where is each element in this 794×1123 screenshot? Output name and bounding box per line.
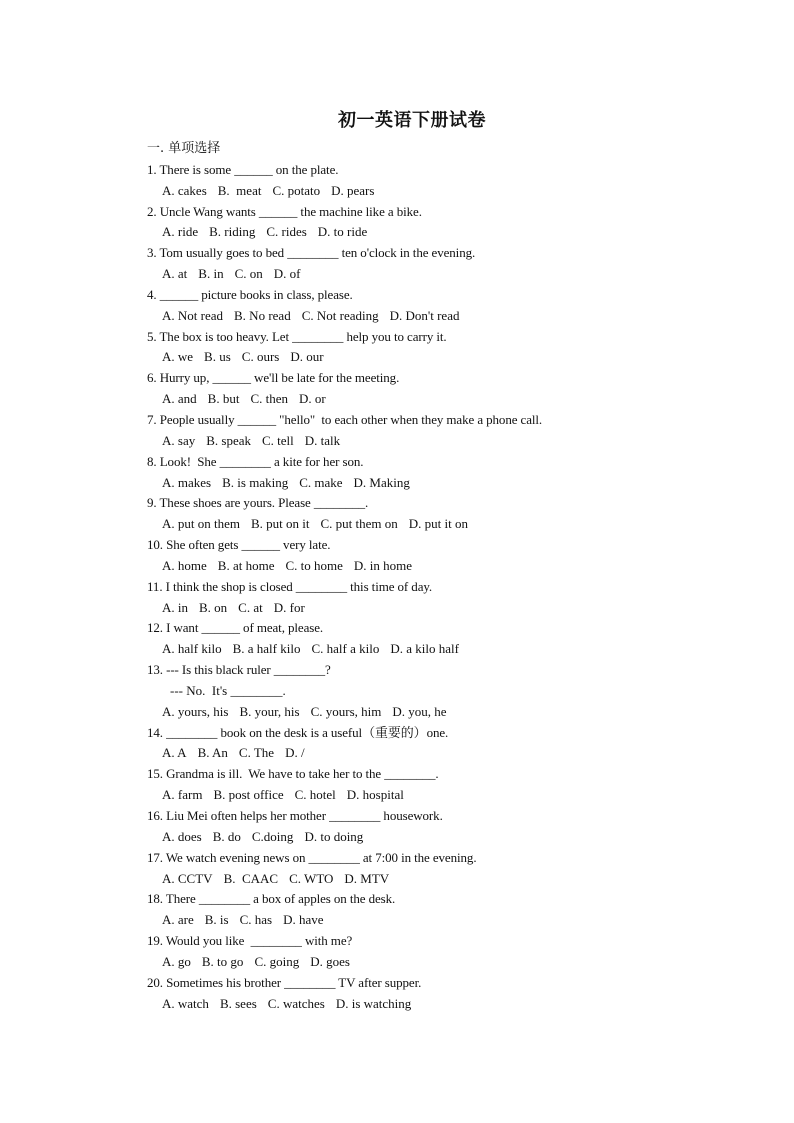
answer-option: A. yours, his: [162, 703, 229, 719]
answer-option: B. on: [199, 599, 228, 615]
answer-option: C. Not reading: [301, 307, 379, 323]
answer-option: A. at: [162, 266, 188, 282]
answer-option: C. make: [299, 474, 343, 490]
answer-option: C. watches: [267, 995, 325, 1011]
answer-options: [147, 473, 747, 494]
page-title: 初一英语下册试卷: [338, 110, 486, 131]
question-item: [147, 202, 747, 244]
question-item: [147, 618, 747, 660]
answer-option: B. No read: [234, 307, 291, 323]
answer-option: A. and: [162, 391, 197, 407]
answer-option: B. riding: [209, 224, 256, 240]
answer-option: A. in: [162, 599, 188, 615]
answer-option: D. in home: [353, 557, 413, 573]
answer-option: A. ride: [162, 224, 199, 240]
answer-option: D. pears: [331, 182, 375, 198]
answer-option: B. to go: [201, 953, 244, 969]
answer-option: C. half a kilo: [311, 641, 380, 657]
question-text: 6. Hurry up, ______ we'll be late for the meeting.: [147, 370, 400, 386]
question-text: 5. The box is too heavy. Let ________ help you to carry it.: [147, 328, 447, 344]
answer-option: A. Not read: [162, 307, 224, 323]
section-heading: 一. 单项选择: [147, 141, 221, 156]
answer-option: A. put on them: [162, 516, 240, 532]
answer-option: A. farm: [162, 787, 203, 803]
answer-option: C. put them on: [320, 516, 398, 532]
answer-option: D. hospital: [346, 787, 404, 803]
question-text: 8. Look! She ________ a kite for her son.: [147, 453, 364, 469]
answer-option: C. potato: [272, 182, 321, 198]
answer-option: B. An: [197, 745, 228, 761]
answer-options: [147, 389, 747, 410]
answer-option: B. a half kilo: [232, 641, 301, 657]
answer-option: D. you, he: [392, 703, 447, 719]
answer-option: C. has: [239, 912, 273, 928]
question-text: 4. ______ picture books in class, please.: [147, 286, 353, 302]
question-item: [147, 368, 747, 410]
answer-option: D. /: [285, 745, 305, 761]
question-text: 10. She often gets ______ very late.: [147, 537, 331, 553]
question-item: [147, 160, 747, 202]
question-text: 2. Uncle Wang wants ______ the machine like a bike.: [147, 203, 422, 219]
answer-option: D. goes: [310, 953, 350, 969]
question-text: 11. I think the shop is closed ________ this time of day.: [147, 578, 433, 594]
answer-option: B. put on it: [251, 516, 310, 532]
answer-option: B. do: [212, 828, 241, 844]
question-text: 17. We watch evening news on ________ at 7:00 in the evening.: [147, 849, 477, 865]
answer-option: A. half kilo: [162, 641, 222, 657]
question-item: [147, 723, 747, 765]
answer-options: [147, 785, 747, 806]
question-item: [147, 243, 747, 285]
question-item: [147, 848, 747, 890]
answer-option: D. is watching: [335, 995, 412, 1011]
answer-options: [147, 431, 747, 452]
answer-option: B. in: [198, 266, 224, 282]
answer-options: [147, 264, 747, 285]
question-item: [147, 973, 747, 1015]
question-item: [147, 493, 747, 535]
answer-option: A. watch: [162, 995, 209, 1011]
question-item: [147, 452, 747, 494]
answer-option: B. at home: [217, 557, 275, 573]
answer-option: C. to home: [285, 557, 343, 573]
answer-option: D. to ride: [317, 224, 368, 240]
answer-option: D. put it on: [408, 516, 469, 532]
question-text: 1. There is some ______ on the plate.: [147, 161, 339, 177]
question-text: 9. These shoes are yours. Please ________.: [147, 495, 369, 511]
answer-options: [147, 556, 747, 577]
answer-options: [147, 910, 747, 931]
answer-option: D. of: [273, 266, 301, 282]
answer-option: A. are: [162, 912, 194, 928]
question-item: [147, 285, 747, 327]
answer-option: A. CCTV: [162, 870, 213, 886]
answer-option: C. on: [234, 266, 263, 282]
answer-options: [147, 743, 747, 764]
answer-option: A. home: [162, 557, 207, 573]
answer-option: C. yours, him: [310, 703, 382, 719]
answer-options: [147, 222, 747, 243]
answer-option: B. is making: [222, 474, 289, 490]
question-item: [147, 410, 747, 452]
question-item: [147, 327, 747, 369]
answer-option: D. MTV: [344, 870, 390, 886]
answer-options: [147, 869, 747, 890]
answer-options: [147, 514, 747, 535]
answer-options: [147, 306, 747, 327]
answer-option: D. or: [299, 391, 326, 407]
answer-option: C. ours: [241, 349, 280, 365]
answer-option: B. post office: [213, 787, 284, 803]
answer-option: D. Don't read: [389, 307, 460, 323]
question-list: [147, 139, 747, 1014]
answer-option: B. sees: [219, 995, 257, 1011]
answer-option: C. then: [250, 391, 289, 407]
question-text: 13. --- Is this black ruler ________?: [147, 662, 331, 678]
question-item: [147, 660, 747, 723]
answer-option: C. hotel: [294, 787, 336, 803]
question-text: 16. Liu Mei often helps her mother ________ housework.: [147, 808, 443, 823]
answer-option: C. rides: [266, 224, 307, 240]
answer-option: C. The: [238, 745, 275, 761]
answer-option: C. WTO: [289, 870, 334, 886]
question-item: [147, 764, 747, 806]
answer-options: [147, 952, 747, 973]
answer-option: D. Making: [353, 474, 410, 490]
answer-options: [147, 347, 747, 368]
answer-option: B. is: [204, 912, 229, 928]
answer-option: A. makes: [162, 474, 212, 490]
answer-option: A. A: [162, 745, 187, 761]
answer-option: A. we: [162, 349, 194, 365]
question-item: [147, 577, 747, 619]
answer-options: [147, 598, 747, 619]
answer-option: D. to doing: [304, 828, 364, 844]
question-text: 7. People usually ______ "hello" to each other when they make a phone call.: [147, 411, 543, 427]
answer-option: C. going: [254, 953, 300, 969]
answer-option: D. have: [283, 912, 324, 928]
questions-container: [147, 160, 747, 1015]
answer-options: [147, 639, 747, 660]
answer-option: B. but: [207, 391, 240, 407]
answer-option: A. cakes: [162, 182, 207, 198]
question-text: 14. ________ book on the desk is a useful（重要的）one.: [147, 724, 449, 740]
question-text: 3. Tom usually goes to bed ________ ten o'clock in the evening.: [147, 245, 476, 261]
answer-option: A. go: [162, 953, 191, 969]
answer-option: C. at: [238, 599, 263, 615]
answer-option: B. your, his: [239, 703, 300, 719]
question-text: 12. I want ______ of meat, please.: [147, 620, 324, 636]
question-item: [147, 931, 747, 973]
answer-option: D. a kilo half: [390, 641, 459, 657]
answer-options: [147, 827, 747, 848]
question-item: [147, 806, 747, 848]
question-reply-text: --- No. It's ________.: [170, 682, 286, 698]
answer-option: A. does: [162, 828, 202, 844]
answer-option: C.doing: [251, 828, 294, 844]
question-item: [147, 889, 747, 931]
answer-option: D. for: [273, 599, 305, 615]
answer-option: A. say: [162, 432, 196, 448]
answer-options: [147, 994, 747, 1015]
answer-option: B. us: [204, 349, 231, 365]
answer-option: B. meat: [217, 182, 262, 198]
answer-option: B. CAAC: [223, 870, 279, 886]
question-text: 19. Would you like ________ with me?: [147, 933, 353, 949]
question-text: 15. Grandma is ill. We have to take her to the ________.: [147, 766, 439, 782]
answer-option: B. speak: [206, 432, 251, 448]
answer-option: C. tell: [262, 432, 294, 448]
question-text: 20. Sometimes his brother ________ TV after supper.: [147, 974, 422, 990]
question-item: [147, 535, 747, 577]
answer-options: [147, 702, 747, 723]
question-text: 18. There ________ a box of apples on the desk.: [147, 891, 396, 907]
answer-option: D. talk: [304, 432, 341, 448]
answer-option: D. our: [290, 349, 324, 365]
answer-options: [147, 181, 747, 202]
